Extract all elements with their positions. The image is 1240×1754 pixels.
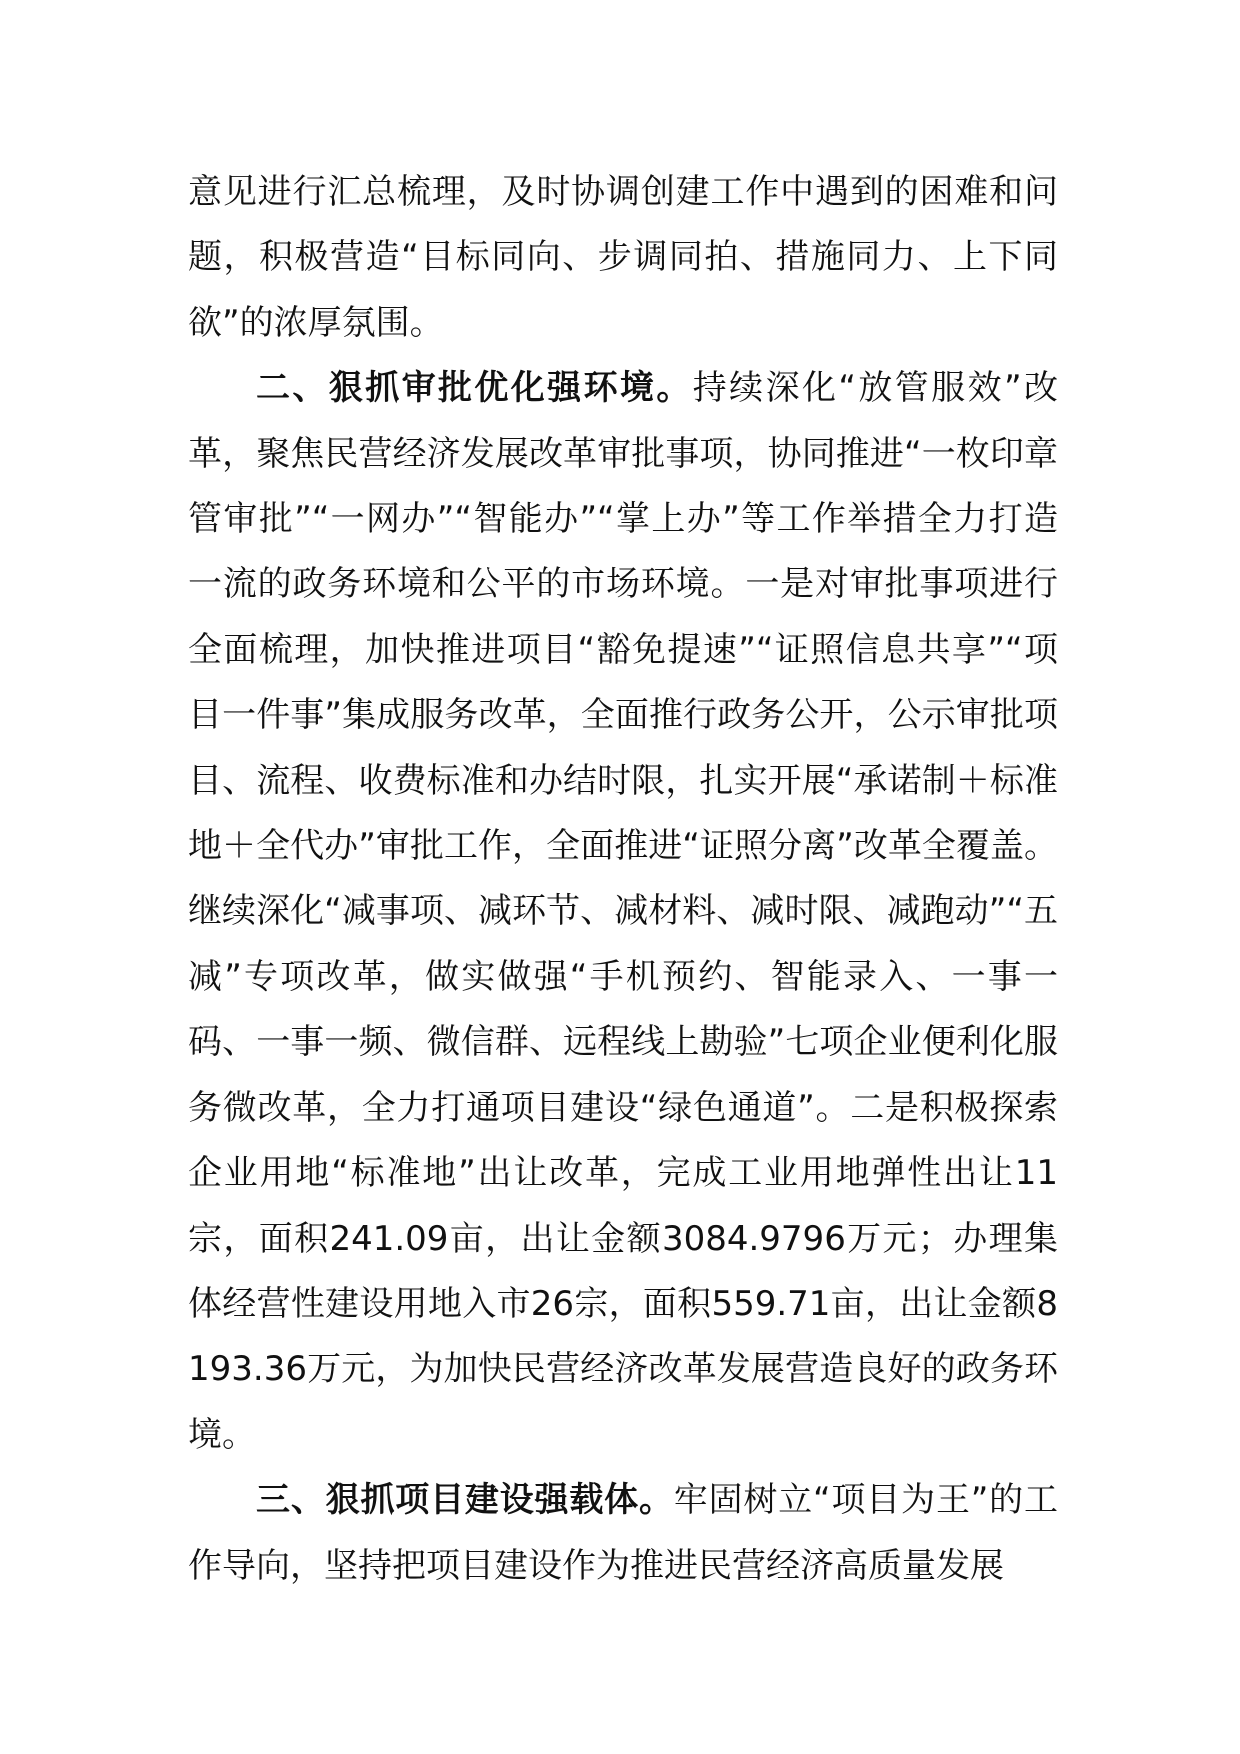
paragraph-section-three xyxy=(188,1468,1058,1599)
document-body xyxy=(188,160,1058,1599)
paragraph-body: 意见进行汇总梳理，及时协调创建工作中遇到的困难和问题，积极营造“目标同向、步调同拍、措施同力、上下同欲”的浓厚氛围。 xyxy=(188,172,1058,343)
section-heading-three: 三、狠抓项目建设强载体。 xyxy=(256,1480,674,1521)
paragraph-section-two xyxy=(188,356,1058,1468)
paragraph-body: 牢固树立“项目为王”的工作导向，坚持把项目建设作为推进民营经济高质量发展 xyxy=(188,1480,1058,1586)
section-heading-two: 二、狠抓审批优化强环境。 xyxy=(256,368,693,409)
paragraph-continuation xyxy=(188,160,1058,356)
paragraph-body: 持续深化“放管服效”改革，聚焦民营经济发展改革审批事项，协同推进“一枚印章管审批”“一网办”“智能办”“掌上办”等工作举措全力打造一流的政务环境和公平的市场环境。一是对审批事项进行全面梳理，加快推进项目“豁免提速”“证照信息共享”“项目一件事”集成服务改革，全面推行政务公开，公示审批项目、流程、收费标准和办结时限，扎实开展“承诺制＋标准地＋全代办”审批工作，全面推进“证照分离”改革全覆盖。继续深化“减事项、减环节、减材料、减时限、减跑动”“五减”专项改革，做实做强“手机预约、智能录入、一事一码、一事一频、微信群、远程线上勘验”七项企业便利化服务微改革，全力打通项目建设“绿色通道”。二是积极探索企业用地“标准地”出让改革，完成工业用地弹性出让11宗，面积241.09亩，出让金额3084.9796万元；办理集体经营性建设用地入市26宗，面积559.71亩，出让金额8193.36万元，为加快民营经济改革发展营造良好的政务环境。 xyxy=(188,368,1058,1455)
